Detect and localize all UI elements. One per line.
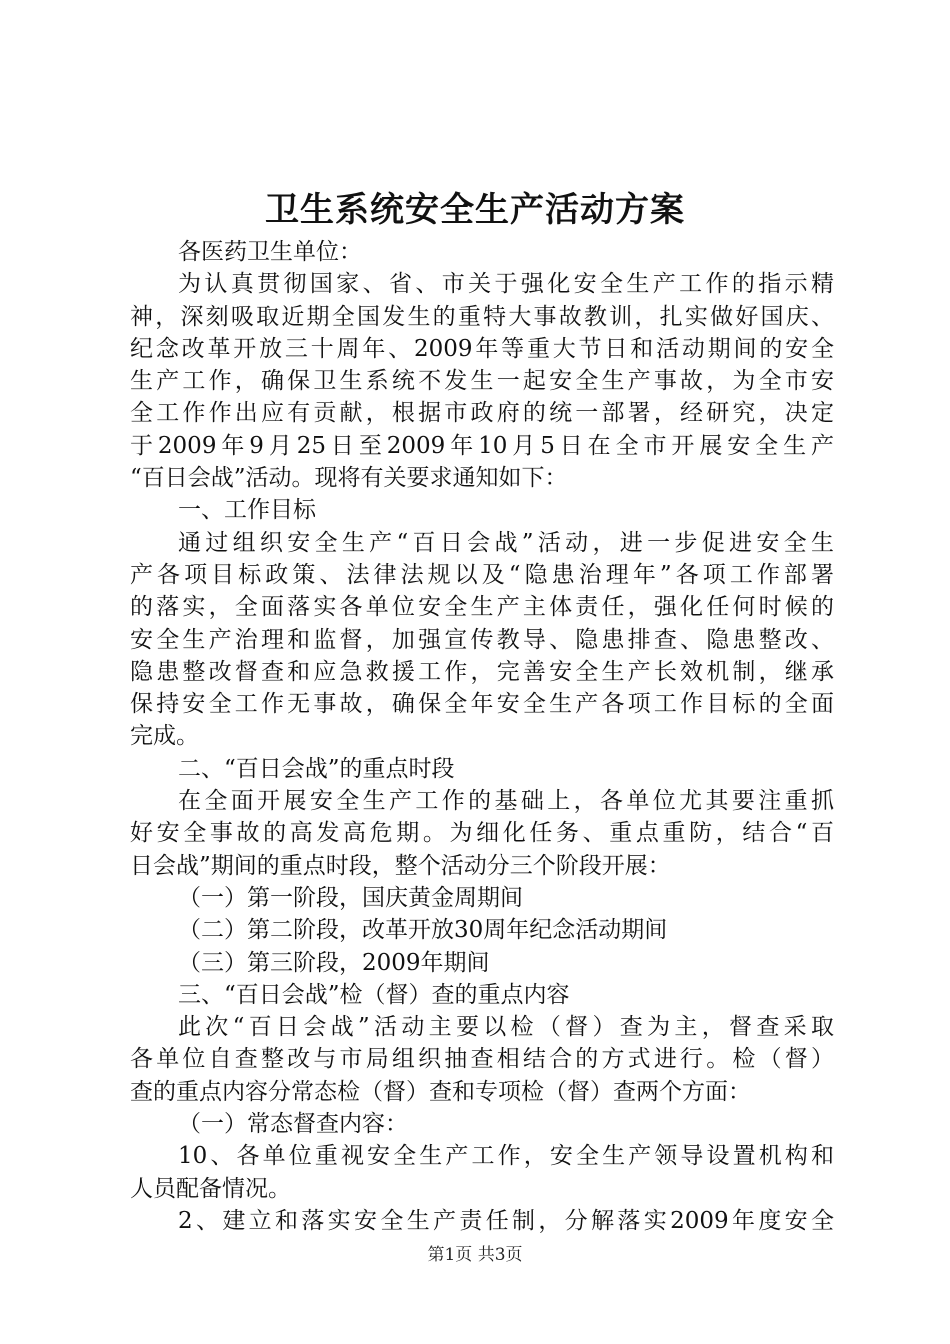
paragraph-line: 保持安全工作无事故，确保全年安全生产各项工作目标的全面 (130, 691, 834, 718)
paragraph-line: 神，深刻吸取近期全国发生的重特大事故教训，扎实做好国庆、 (130, 303, 834, 330)
paragraph-line: 各单位自查整改与市局组织抽查相结合的方式进行。检（督） (130, 1046, 834, 1073)
paragraph-line: 纪念改革开放三十周年、2009年等重大节日和活动期间的安全 (130, 335, 834, 362)
paragraph-line: 产各项目标政策、法律法规以及“隐患治理年”各项工作部署 (130, 561, 834, 588)
subsection-heading: （一）常态督查内容： (178, 1111, 408, 1138)
list-item: （二）第二阶段，改革开放30周年纪念活动期间 (178, 917, 668, 944)
paragraph-line: “百日会战”活动。现将有关要求通知如下： (130, 465, 568, 492)
document-title: 卫生系统安全生产活动方案 (265, 190, 685, 230)
paragraph-line: 好安全事故的高发高危期。为细化任务、重点重防，结合“百 (130, 820, 834, 847)
paragraph-line: 2、建立和落实安全生产责任制，分解落实2009年度安全 (178, 1207, 834, 1234)
paragraph-line: 10、各单位重视安全生产工作，安全生产领导设置机构和 (178, 1143, 834, 1170)
list-item: （一）第一阶段，国庆黄金周期间 (178, 884, 523, 911)
section-heading: 二、“百日会战”的重点时段 (178, 755, 455, 782)
section-heading: 一、工作目标 (178, 497, 316, 524)
paragraph-line: 在全面开展安全生产工作的基础上，各单位尤其要注重抓 (178, 788, 834, 815)
paragraph-line: 日会战”期间的重点时段，整个活动分三个阶段开展： (130, 852, 671, 879)
paragraph-line: 生产工作，确保卫生系统不发生一起安全生产事故，为全市安 (130, 368, 834, 395)
salutation-line: 各医药卫生单位： (178, 239, 362, 265)
section-heading: 三、“百日会战”检（督）查的重点内容 (178, 981, 570, 1008)
paragraph-line: 为认真贯彻国家、省、市关于强化安全生产工作的指示精 (178, 271, 834, 298)
paragraph-line: 完成。 (130, 723, 199, 750)
paragraph-line: 隐患整改督查和应急救援工作，完善安全生产长效机制，继承 (130, 658, 834, 685)
list-item: （三）第三阶段，2009年期间 (178, 949, 490, 976)
paragraph-line: 通过组织安全生产“百日会战”活动，进一步促进安全生 (178, 529, 834, 556)
page-number-footer: 第1页 共3页 (427, 1245, 523, 1265)
document-body (130, 236, 834, 1237)
paragraph-line: 的落实，全面落实各单位安全生产主体责任，强化任何时候的 (130, 594, 834, 621)
paragraph-line: 于2009年9月25日至2009年10月5日在全市开展安全生产 (130, 432, 834, 459)
paragraph-line: 安全生产治理和监督，加强宣传教导、隐患排查、隐患整改、 (130, 626, 834, 653)
paragraph-line: 全工作作出应有贡献，根据市政府的统一部署，经研究，决定 (130, 400, 834, 427)
paragraph-line: 此次“百日会战”活动主要以检（督）查为主，督查采取 (178, 1014, 834, 1041)
paragraph-line: 人员配备情况。 (130, 1175, 291, 1202)
paragraph-line: 查的重点内容分常态检（督）查和专项检（督）查两个方面： (130, 1078, 751, 1105)
